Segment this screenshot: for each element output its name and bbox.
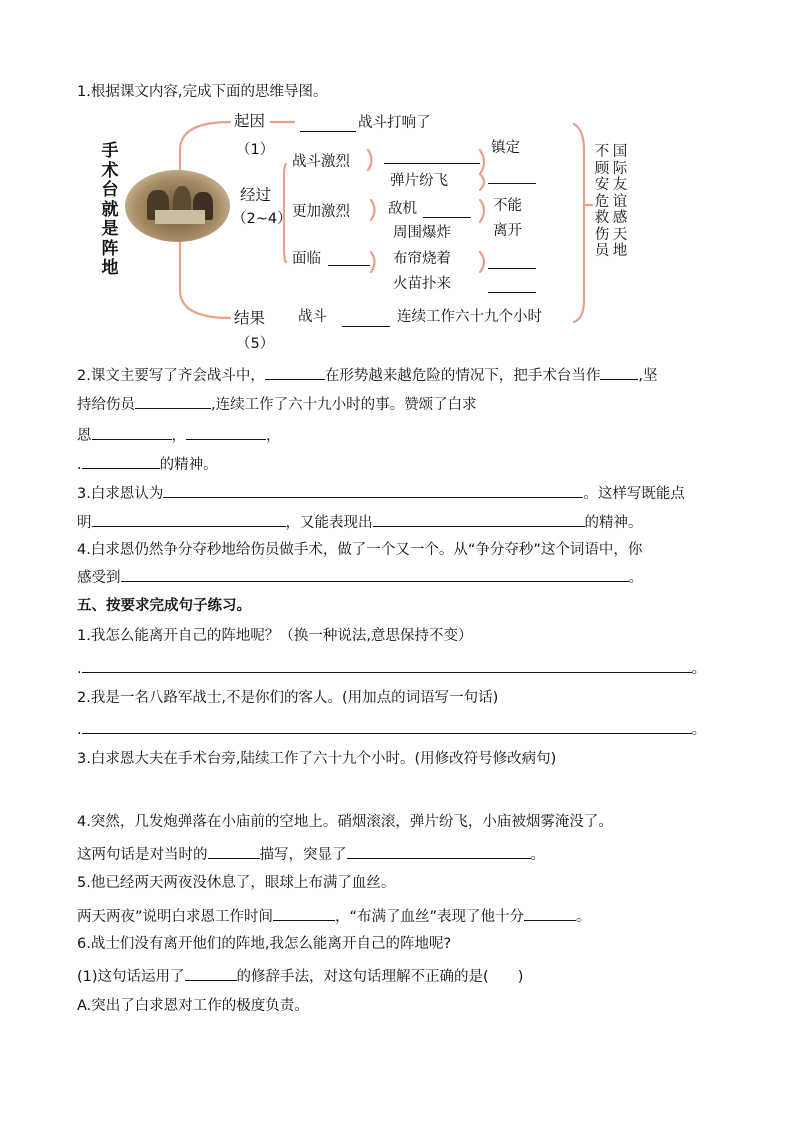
right-col-2: 国 际 友 谊 感 天 地 xyxy=(612,144,628,259)
zhandou: 战斗 xyxy=(298,309,327,325)
s2-blank[interactable] xyxy=(82,718,692,734)
mianlin: 面临 xyxy=(292,251,321,267)
zhouwei: 周围爆炸 xyxy=(393,225,451,241)
q2-blank-5[interactable] xyxy=(186,424,266,440)
q1-title: 1.根据课文内容,完成下面的思维导图。 xyxy=(77,84,328,100)
s4-question: 4.突然，几发炮弹落在小庙前的空地上。硝烟滚滚，弹片纷飞，小庙被烟雾淹没了。 xyxy=(77,814,613,830)
s5-blank-2[interactable] xyxy=(524,905,576,921)
q2-blank-2[interactable] xyxy=(600,364,638,380)
q4-line2: 感受到 。 xyxy=(77,566,643,588)
q3-blank-2[interactable] xyxy=(92,511,286,527)
jilie-blank[interactable] xyxy=(384,148,480,164)
zhending-blank[interactable] xyxy=(488,168,536,184)
jingguo-num: （2~4） xyxy=(232,211,292,227)
s5-line2: 两天两夜”说明白求恩工作时间 ，“布满了血丝”表现了他十分 。 xyxy=(77,905,591,927)
s5-blank-1[interactable] xyxy=(273,905,335,921)
s4-line2: 这两句话是对当时的 描写，突显了 。 xyxy=(77,843,545,865)
jieguo-num: （5） xyxy=(236,336,275,352)
q2-line1: 2.课文主要写了齐会战斗中， 在形势越来越危险的情况下，把手术台当作 ,坚 xyxy=(77,364,657,386)
s4-blank-2[interactable] xyxy=(347,843,531,859)
q3-blank-3[interactable] xyxy=(373,511,585,527)
s1-blank[interactable] xyxy=(82,657,692,673)
danpian: 弹片纷飞 xyxy=(390,173,448,189)
q2-blank-6[interactable] xyxy=(82,453,160,469)
diji: 敌机 xyxy=(388,201,417,217)
likai: 离开 xyxy=(493,223,522,239)
diji-blank[interactable] xyxy=(423,202,471,218)
q3-line1: 3.白求恩认为 。这样写既能点 xyxy=(77,482,685,504)
center-title: 手 术 台 就 是 阵 地 xyxy=(101,141,119,278)
buli-blank[interactable] xyxy=(488,253,536,269)
surgery-photo xyxy=(125,170,230,242)
huomiao: 火苗扑来 xyxy=(393,276,451,292)
q2-line4: . 的精神。 xyxy=(77,453,218,475)
jieguo-blank[interactable] xyxy=(342,311,390,327)
s1-question: 1.我怎么能离开自己的阵地呢？（换一种说法,意思保持不变） xyxy=(77,628,473,644)
buli: 布帘烧着 xyxy=(393,251,451,267)
q4-blank[interactable] xyxy=(121,566,629,582)
s5-question: 5.他已经两天两夜没休息了，眼球上布满了血丝。 xyxy=(77,875,396,891)
right-col-1: 不 顾 安 危 救 伤 员 xyxy=(594,144,610,259)
s3-question: 3.白求恩大夫在手术台旁,陆续工作了六十九个小时。(用修改符号修改病句) xyxy=(77,751,557,767)
huomiao-blank[interactable] xyxy=(488,277,536,293)
s2-answer-line: . 。 xyxy=(77,718,706,740)
q4-line1: 4.白求恩仍然争分夺秒地给伤员做手术，做了一个又一个。从“争分夺秒”这个词语中，你 xyxy=(77,542,643,558)
genjia-jilie: 更加激烈 xyxy=(292,204,350,220)
zhandou-jilie: 战斗激烈 xyxy=(292,154,350,170)
s6-blank-1[interactable] xyxy=(185,965,237,981)
s6-question: 6.战士们没有离开他们的阵地,我怎么能离开自己的阵地呢? xyxy=(77,936,452,952)
jieguo-label: 结果 xyxy=(234,309,266,327)
s6-sub1: (1)这句话运用了 的修辞手法，对这句话理解不正确的是( ) xyxy=(77,965,523,987)
q2-line3: 恩 ， ， xyxy=(77,424,281,446)
q2-blank-3[interactable] xyxy=(135,393,211,409)
s2-question: 2.我是一名八路军战士,不是你们的客人。(用加点的词语写一句话) xyxy=(77,690,499,706)
lianxu: 连续工作六十九个小时 xyxy=(397,309,542,325)
qiyin-blank[interactable] xyxy=(300,116,356,132)
q3-line2: 明 ，又能表现出 的精神。 xyxy=(77,511,643,533)
s4-blank-1[interactable] xyxy=(208,843,260,859)
q2-line2: 持给伤员 ,连续工作了六十九小时的事。赞颂了白求 xyxy=(77,393,477,415)
buneng: 不能 xyxy=(493,198,522,214)
s6-option-a: A.突出了白求恩对工作的极度负责。 xyxy=(77,998,309,1014)
qiyin-num: （1） xyxy=(236,142,275,158)
q3-blank-1[interactable] xyxy=(163,482,583,498)
zhandou-xiangle: 战斗打响了 xyxy=(358,115,431,131)
q2-blank-1[interactable] xyxy=(265,364,325,380)
section5-title: 五、按要求完成句子练习。 xyxy=(77,598,251,614)
jingguo-label: 经过 xyxy=(240,186,272,204)
qiyin-label: 起因 xyxy=(234,112,266,130)
zhending: 镇定 xyxy=(491,140,520,156)
s1-answer-line: . 。 xyxy=(77,657,706,679)
mianlin-blank[interactable] xyxy=(328,250,370,266)
q2-blank-4[interactable] xyxy=(92,424,172,440)
